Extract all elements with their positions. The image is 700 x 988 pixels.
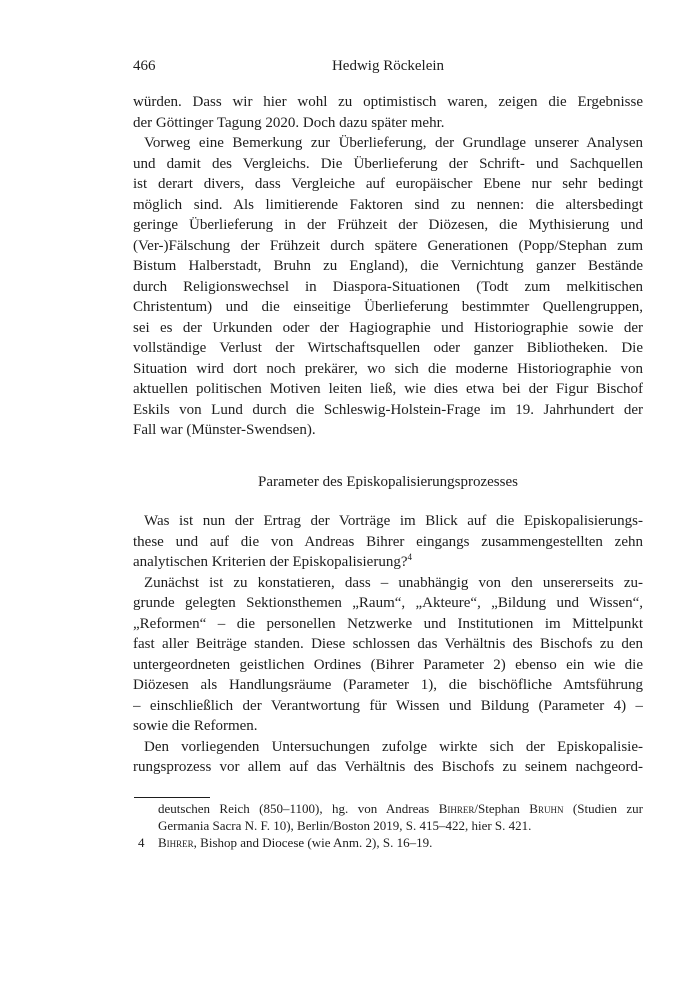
footnote-number: 4 — [138, 835, 145, 850]
paragraph — [133, 133, 643, 441]
running-header — [133, 56, 643, 77]
small-caps-name: Bihrer — [438, 801, 475, 816]
text-line: Den vorliegenden Untersuchungen zufolge wirkte sich der Episkopalisie- — [144, 738, 643, 755]
text-line: aktuellen politischen Motiven leiten ließ, wie dies etwa bei der Figur Bischof — [133, 381, 643, 397]
text-line: grunde gelegten Sektionsthemen „Raum“, „Akteure“, „Bildung und Wissen“, — [133, 595, 643, 611]
footnote-separator — [134, 797, 210, 798]
text-line: Diözesen als Handlungsräume (Parameter 1), die bischöfliche Amtsführung — [133, 677, 643, 693]
text-line: „Reformen“ – die personellen Netzwerke und Institutionen im Mittelpunkt — [133, 615, 643, 632]
text-line: (Ver-)Fälschung der Frühzeit durch spätere Generationen (Popp/Stephan zum — [133, 237, 643, 254]
text-line: – einschließlich der Verantwortung für Wissen und Bildung (Parameter 4) – — [133, 697, 643, 714]
text-line: Was ist nun der Ertrag der Vorträge im Blick auf die Episkopalisierungs- — [144, 513, 643, 529]
text-line: Christentum) und die einseitige Überlieferung bestimmter Quellengruppen, — [133, 299, 643, 315]
text-line: analytischen Kriterien der Episkopalisierung?$^4$ — [133, 552, 412, 570]
text-line: und damit des Vergleichs. Die Überlieferung der Schrift- und Sachquellen — [133, 155, 643, 172]
body-text-upper — [133, 92, 643, 441]
small-caps-name: Bruhn — [529, 801, 564, 816]
text-line: sowie die Reformen. — [133, 718, 258, 734]
text-line: Situation wird dort noch prekärer, wo sich die moderne Historiographie von — [133, 360, 643, 377]
footnote-reference: 4 — [407, 552, 412, 562]
body-text-lower — [133, 511, 643, 778]
text-line: deutschen Reich (850–1100), hg. von Andreas Bihrer/Stephan Bruhn (Studien zur — [158, 801, 643, 816]
footnote-item: Bihrer, Bishop and Diocese (wie Anm. 2), S. 16–19. 4 — [138, 835, 433, 850]
text-line: Vorweg eine Bemerkung zur Überlieferung, der Grundlage unserer Analysen — [144, 135, 643, 151]
text-line: rungsprozess vor allem auf das Verhältnis des Bischofs zu seinem nachgeord- — [133, 759, 643, 775]
text-line: fast aller Beiträge standen. Diese schlossen das Verhältnis des Bischofs zu den — [133, 636, 643, 652]
text-line: Bistum Halberstadt, Bruhn zu England), die Vernichtung ganzer Bestände — [133, 258, 643, 274]
text-line: Zunächst ist zu konstatieren, dass – unabhängig von den unsererseits zu- — [144, 574, 643, 591]
text-line: würden. Dass wir hier wohl zu optimistisch waren, zeigen die Ergebnisse — [133, 94, 643, 110]
text-line: möglich sind. Als limitierende Faktoren sind zu nennen: die altersbedingt — [133, 196, 643, 213]
small-caps-name: Bihrer — [158, 835, 194, 850]
paragraph — [133, 737, 643, 778]
paragraph — [133, 573, 643, 737]
text-line: geringe Überlieferung in der Frühzeit der Diözesen, die Mythisierung und — [133, 217, 643, 233]
text-line: sei es der Urkunden oder der Hagiographie und Historiographie sowie der — [133, 319, 643, 336]
text-line: der Göttinger Tagung 2020. Doch dazu später mehr. — [133, 114, 445, 131]
running-head-title: Hedwig Röckelein — [331, 58, 445, 74]
text-line: Eskils von Lund durch die Schleswig-Holstein-Frage im 19. Jahrhundert der — [133, 401, 643, 418]
paragraph — [133, 92, 643, 133]
text-line: these und auf die von Andreas Bihrer eingangs zusammengestellten zehn — [133, 533, 643, 550]
footnotes — [133, 800, 643, 851]
text-line: Germania Sacra N. F. 10), Berlin/Boston 2019, S. 415–422, hier S. 421. — [158, 818, 532, 833]
text-line: untergeordneten geistlichen Ordines (Bihrer Parameter 2) ebenso ein wie die — [133, 656, 643, 673]
text-line: Fall war (Münster-Swendsen). — [133, 422, 316, 438]
text-line: vollständige Verlust der Wirtschaftsquellen oder ganzer Bibliotheken. Die — [133, 340, 643, 356]
paragraph — [133, 511, 643, 573]
text-line: ist derart divers, dass Vergleiche auf europäischer Ebene nur sehr bedingt — [133, 176, 643, 192]
section-heading: Parameter des Episkopalisierungsprozesses — [258, 474, 518, 490]
text-line: durch Religionswechsel in Diaspora-Situationen (Todt zum melkitischen — [133, 278, 643, 295]
page-number: 466 — [133, 58, 156, 74]
